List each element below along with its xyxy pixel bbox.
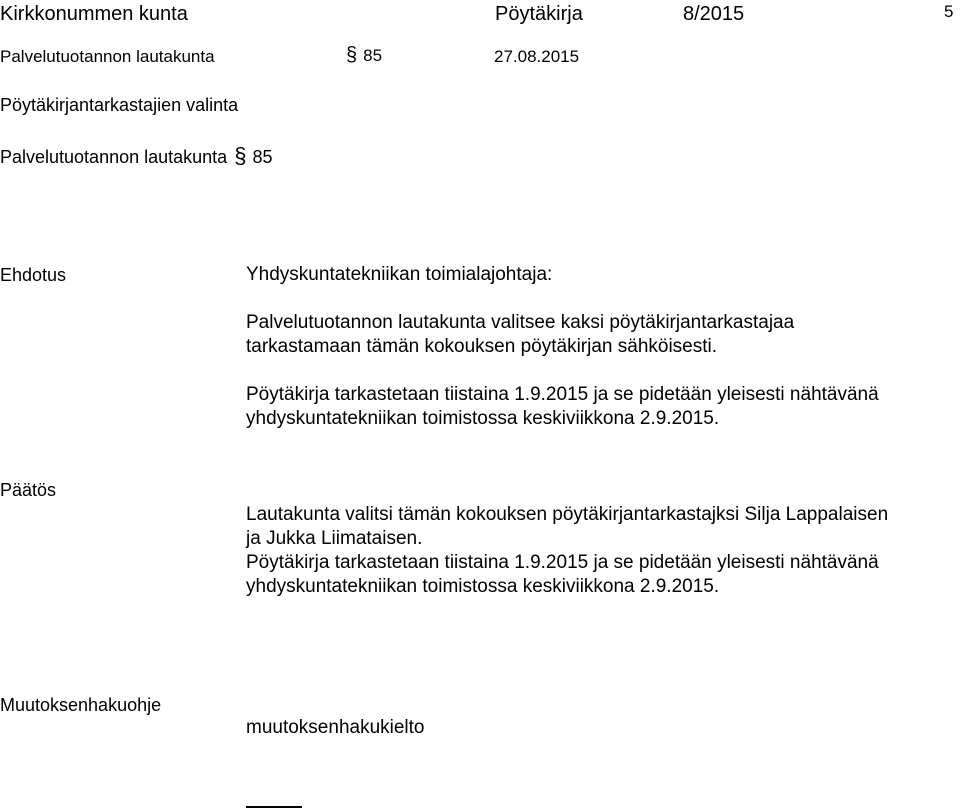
title-section-sign: §	[234, 143, 247, 168]
proposal-paragraph1-line2: tarkastamaan tämän kokouksen pöytäkirjan sähköisesti.	[246, 336, 718, 357]
decision-line3: Pöytäkirja tarkastetaan tiistaina 1.9.2015 ja se pidetään yleisesti nähtävänä	[246, 552, 879, 573]
appeal-value: muutoksenhakukielto	[246, 717, 425, 738]
proposal-paragraph1-line1: Palvelutuotannon lautakunta valitsee kaksi pöytäkirjantarkastajaa	[246, 312, 795, 333]
proposal-presenter: Yhdyskuntatekniikan toimialajohtaja:	[246, 264, 553, 285]
title-reference-committee: Palvelutuotannon lautakunta	[0, 147, 228, 167]
document-number: 8/2015	[683, 3, 745, 25]
title-section-number: 85	[252, 147, 273, 167]
header-section	[346, 45, 382, 66]
document-type: Pöytäkirja	[495, 3, 583, 25]
decision-line4: yhdyskuntatekniikan toimistossa keskiviikkona 2.9.2015.	[246, 576, 720, 597]
proposal-paragraph2-line1: Pöytäkirja tarkastetaan tiistaina 1.9.2015 ja se pidetään yleisesti nähtävänä	[246, 384, 879, 405]
decision-line1: Lautakunta valitsi tämän kokouksen pöytäkirjantarkastajksi Silja Lappalaisen	[246, 504, 889, 525]
decision-line2: ja Jukka Liimataisen.	[246, 528, 423, 549]
header-date: 27.08.2015	[494, 47, 580, 66]
header-committee: Palvelutuotannon lautakunta	[0, 47, 215, 66]
municipality-name: Kirkkonummen kunta	[0, 3, 188, 25]
decision-label: Päätös	[0, 480, 57, 500]
proposal-paragraph2-line2: yhdyskuntatekniikan toimistossa keskiviikkona 2.9.2015.	[246, 408, 720, 429]
page-title: Pöytäkirjantarkastajien valinta	[0, 95, 239, 115]
section-sign: §	[346, 44, 358, 66]
proposal-label: Ehdotus	[0, 265, 67, 285]
title-reference	[0, 144, 272, 169]
page-number: 5	[944, 2, 954, 21]
appeal-label: Muutoksenhakuohje	[0, 695, 162, 715]
header-section-number: 85	[363, 46, 383, 65]
bottom-rule	[246, 806, 302, 808]
